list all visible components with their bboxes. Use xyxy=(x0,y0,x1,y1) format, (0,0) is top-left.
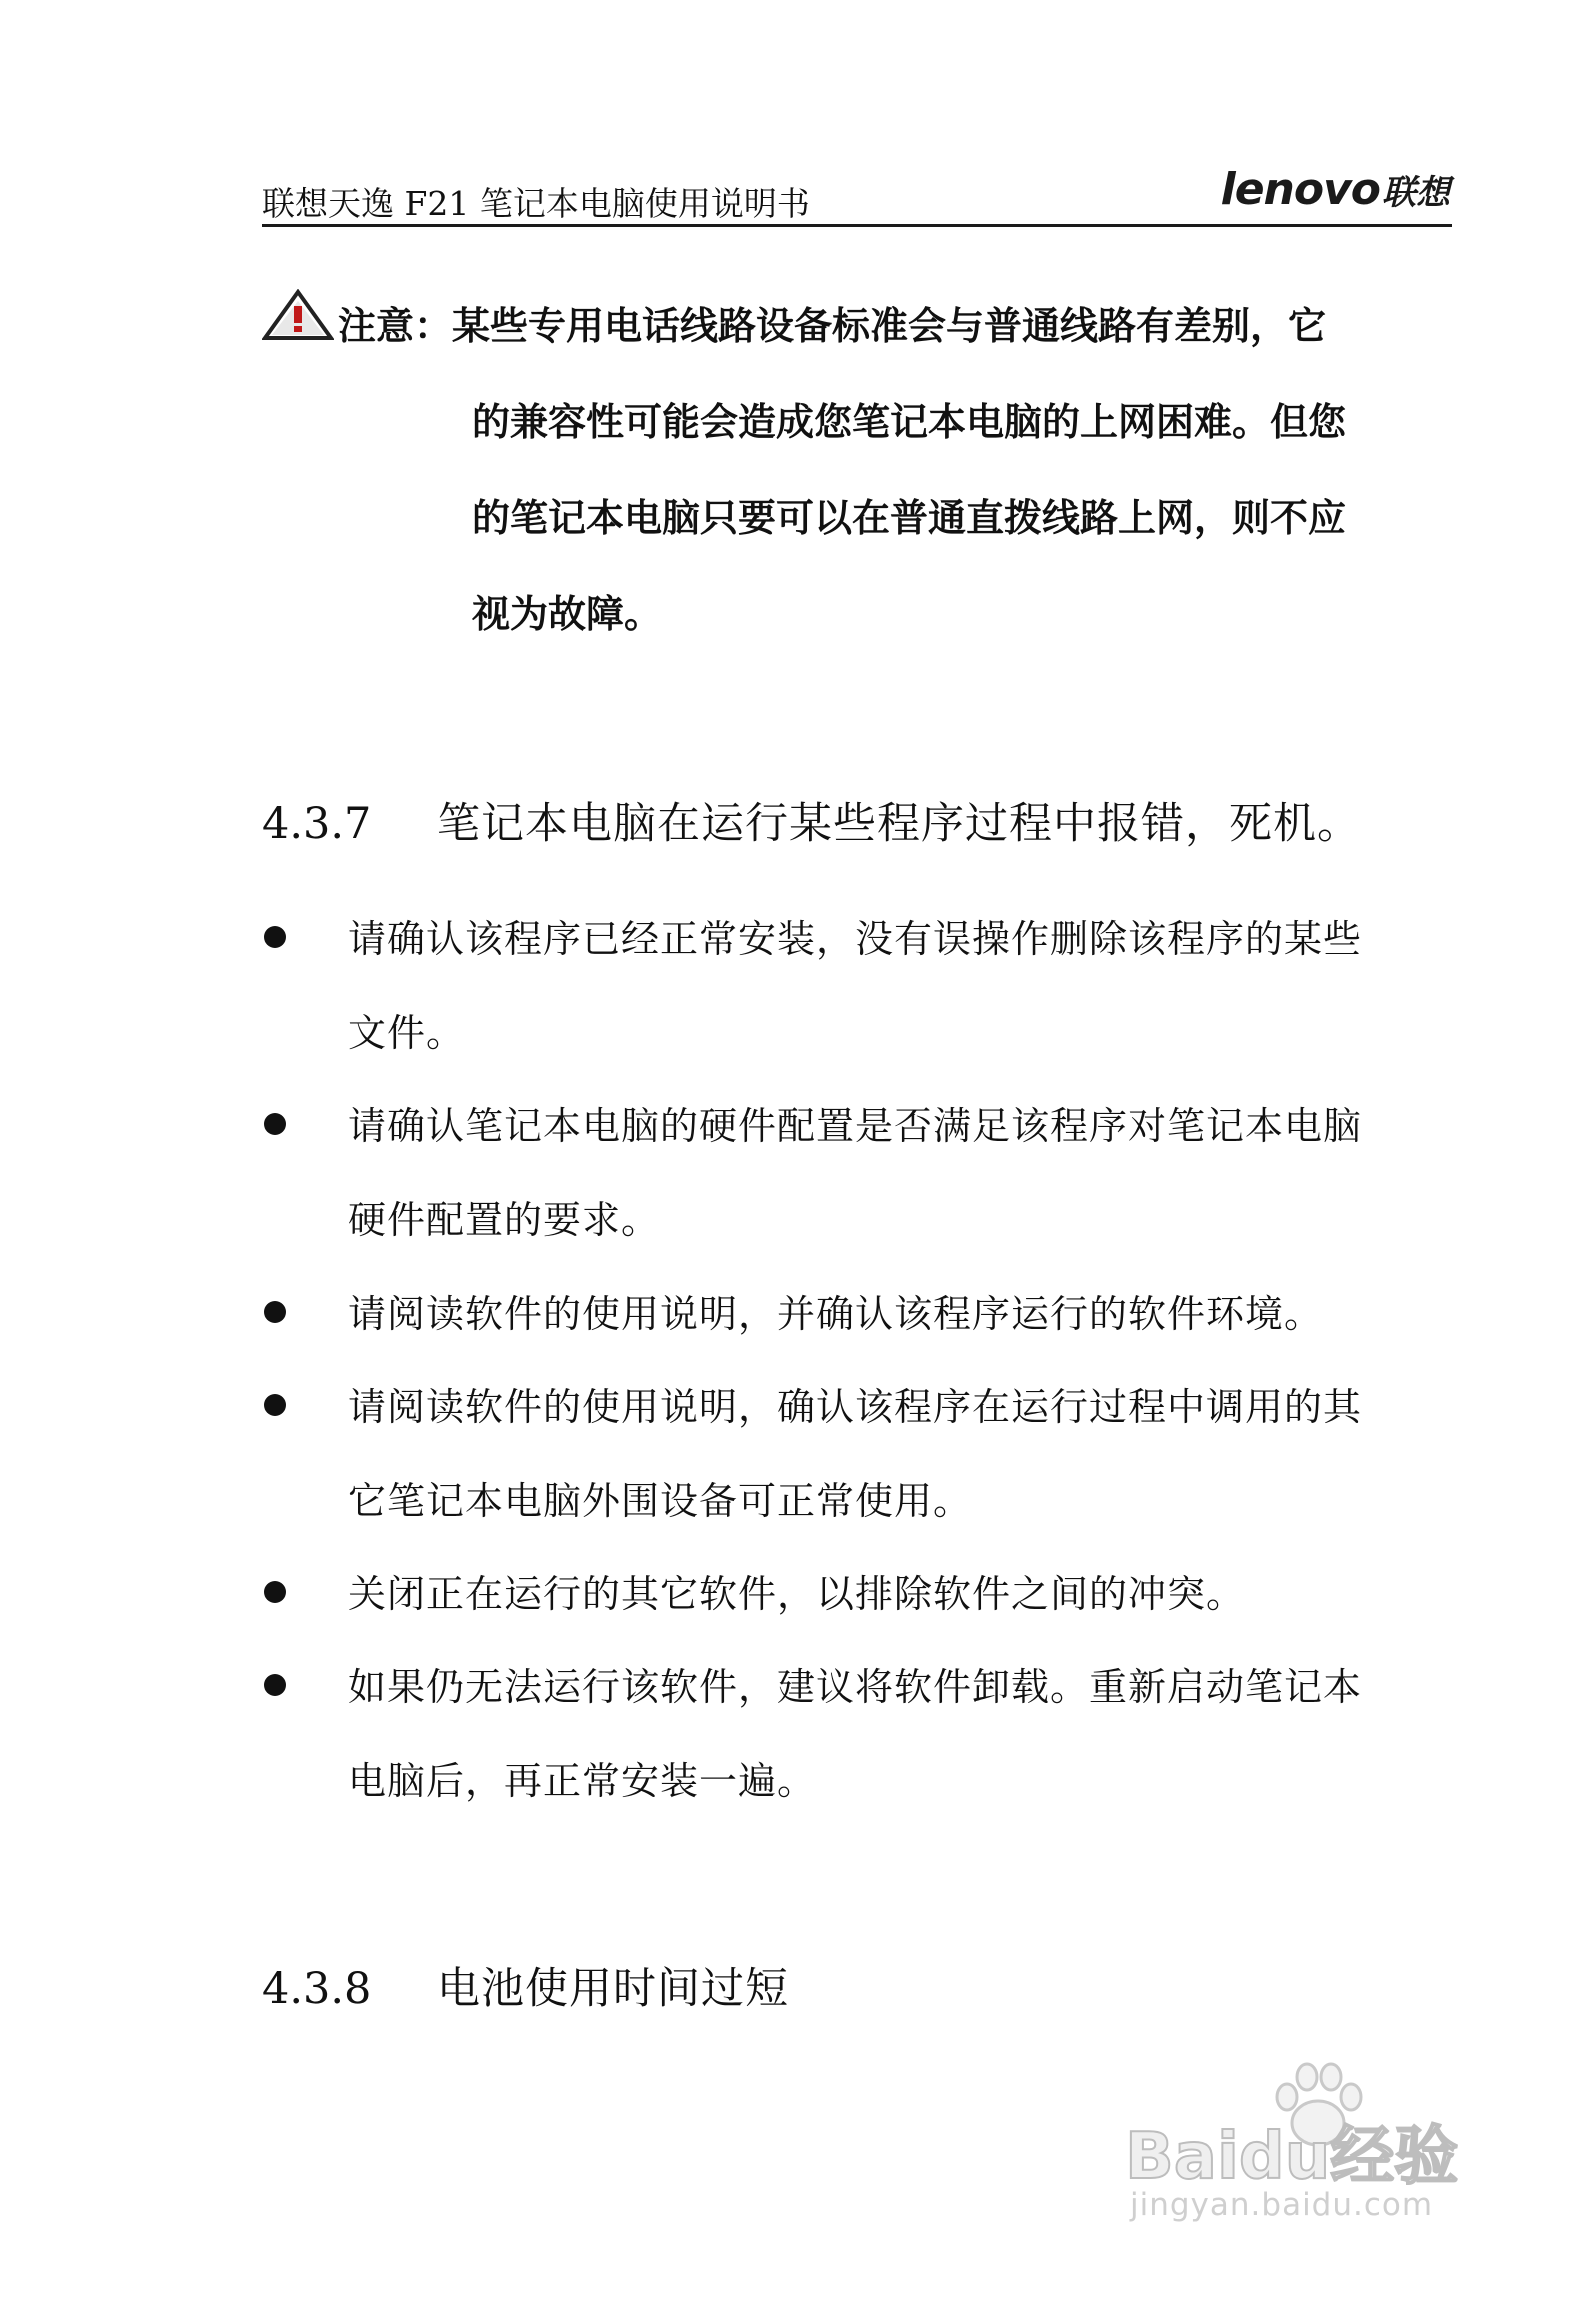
list-item-text: 请确认该程序已经正常安装，没有误操作删除该程序的某些 xyxy=(348,917,1363,961)
bullet-dot-icon xyxy=(264,926,286,948)
document-title: 联想天逸 F21 笔记本电脑使用说明书 xyxy=(262,184,810,223)
bullet-dot-icon xyxy=(264,1113,286,1135)
notice-line: 视为故障。 xyxy=(472,592,663,636)
bullet-dot-icon xyxy=(264,1394,286,1416)
list-item-text: 电脑后，再正常安装一遍。 xyxy=(348,1759,817,1803)
list-item-text: 请阅读软件的使用说明，并确认该程序运行的软件环境。 xyxy=(348,1292,1324,1336)
list-item-text: 请确认笔记本电脑的硬件配置是否满足该程序对笔记本电脑 xyxy=(348,1104,1363,1148)
list-item-text: 关闭正在运行的其它软件，以排除软件之间的冲突。 xyxy=(348,1572,1246,1616)
baidu-jingyan-watermark xyxy=(1125,2055,1505,2255)
notice-line: 的兼容性可能会造成您笔记本电脑的上网困难。但您 xyxy=(472,400,1347,444)
notice-line: 的笔记本电脑只要可以在普通直拨线路上网，则不应 xyxy=(472,496,1347,540)
page-header xyxy=(262,160,1452,227)
lenovo-logo xyxy=(1221,164,1450,214)
list-item-text: 它笔记本电脑外围设备可正常使用。 xyxy=(348,1479,973,1523)
bullet-dot-icon xyxy=(264,1301,286,1323)
logo-text-cn: 联想 xyxy=(1382,172,1450,213)
list-item-text: 文件。 xyxy=(348,1011,466,1055)
list-item-text: 请阅读软件的使用说明，确认该程序在运行过程中调用的其 xyxy=(348,1385,1363,1429)
notice-line: 注意：某些专用电话线路设备标准会与普通线路有差别，它 xyxy=(338,304,1327,348)
warning-triangle-icon xyxy=(262,289,334,341)
section-number: 4.3.7 xyxy=(262,799,372,849)
section-number: 4.3.8 xyxy=(262,1964,372,2014)
logo-text-en: lenovo xyxy=(1220,163,1380,215)
list-item-text: 如果仍无法运行该软件，建议将软件卸载。重新启动笔记本 xyxy=(348,1665,1363,1709)
section-title: 笔记本电脑在运行某些程序过程中报错，死机。 xyxy=(437,799,1361,849)
section-title: 电池使用时间过短 xyxy=(437,1964,789,2014)
watermark-url: jingyan.baidu.com xyxy=(1130,2187,1434,2223)
bullet-dot-icon xyxy=(264,1674,286,1696)
section-heading-4-3-8 xyxy=(262,1955,789,2016)
list-item-text: 硬件配置的要求。 xyxy=(348,1198,661,1242)
section-heading-4-3-7 xyxy=(262,790,1361,851)
bullet-dot-icon xyxy=(264,1581,286,1603)
watermark-brand: Baidu经验 xyxy=(1125,2120,1459,2194)
